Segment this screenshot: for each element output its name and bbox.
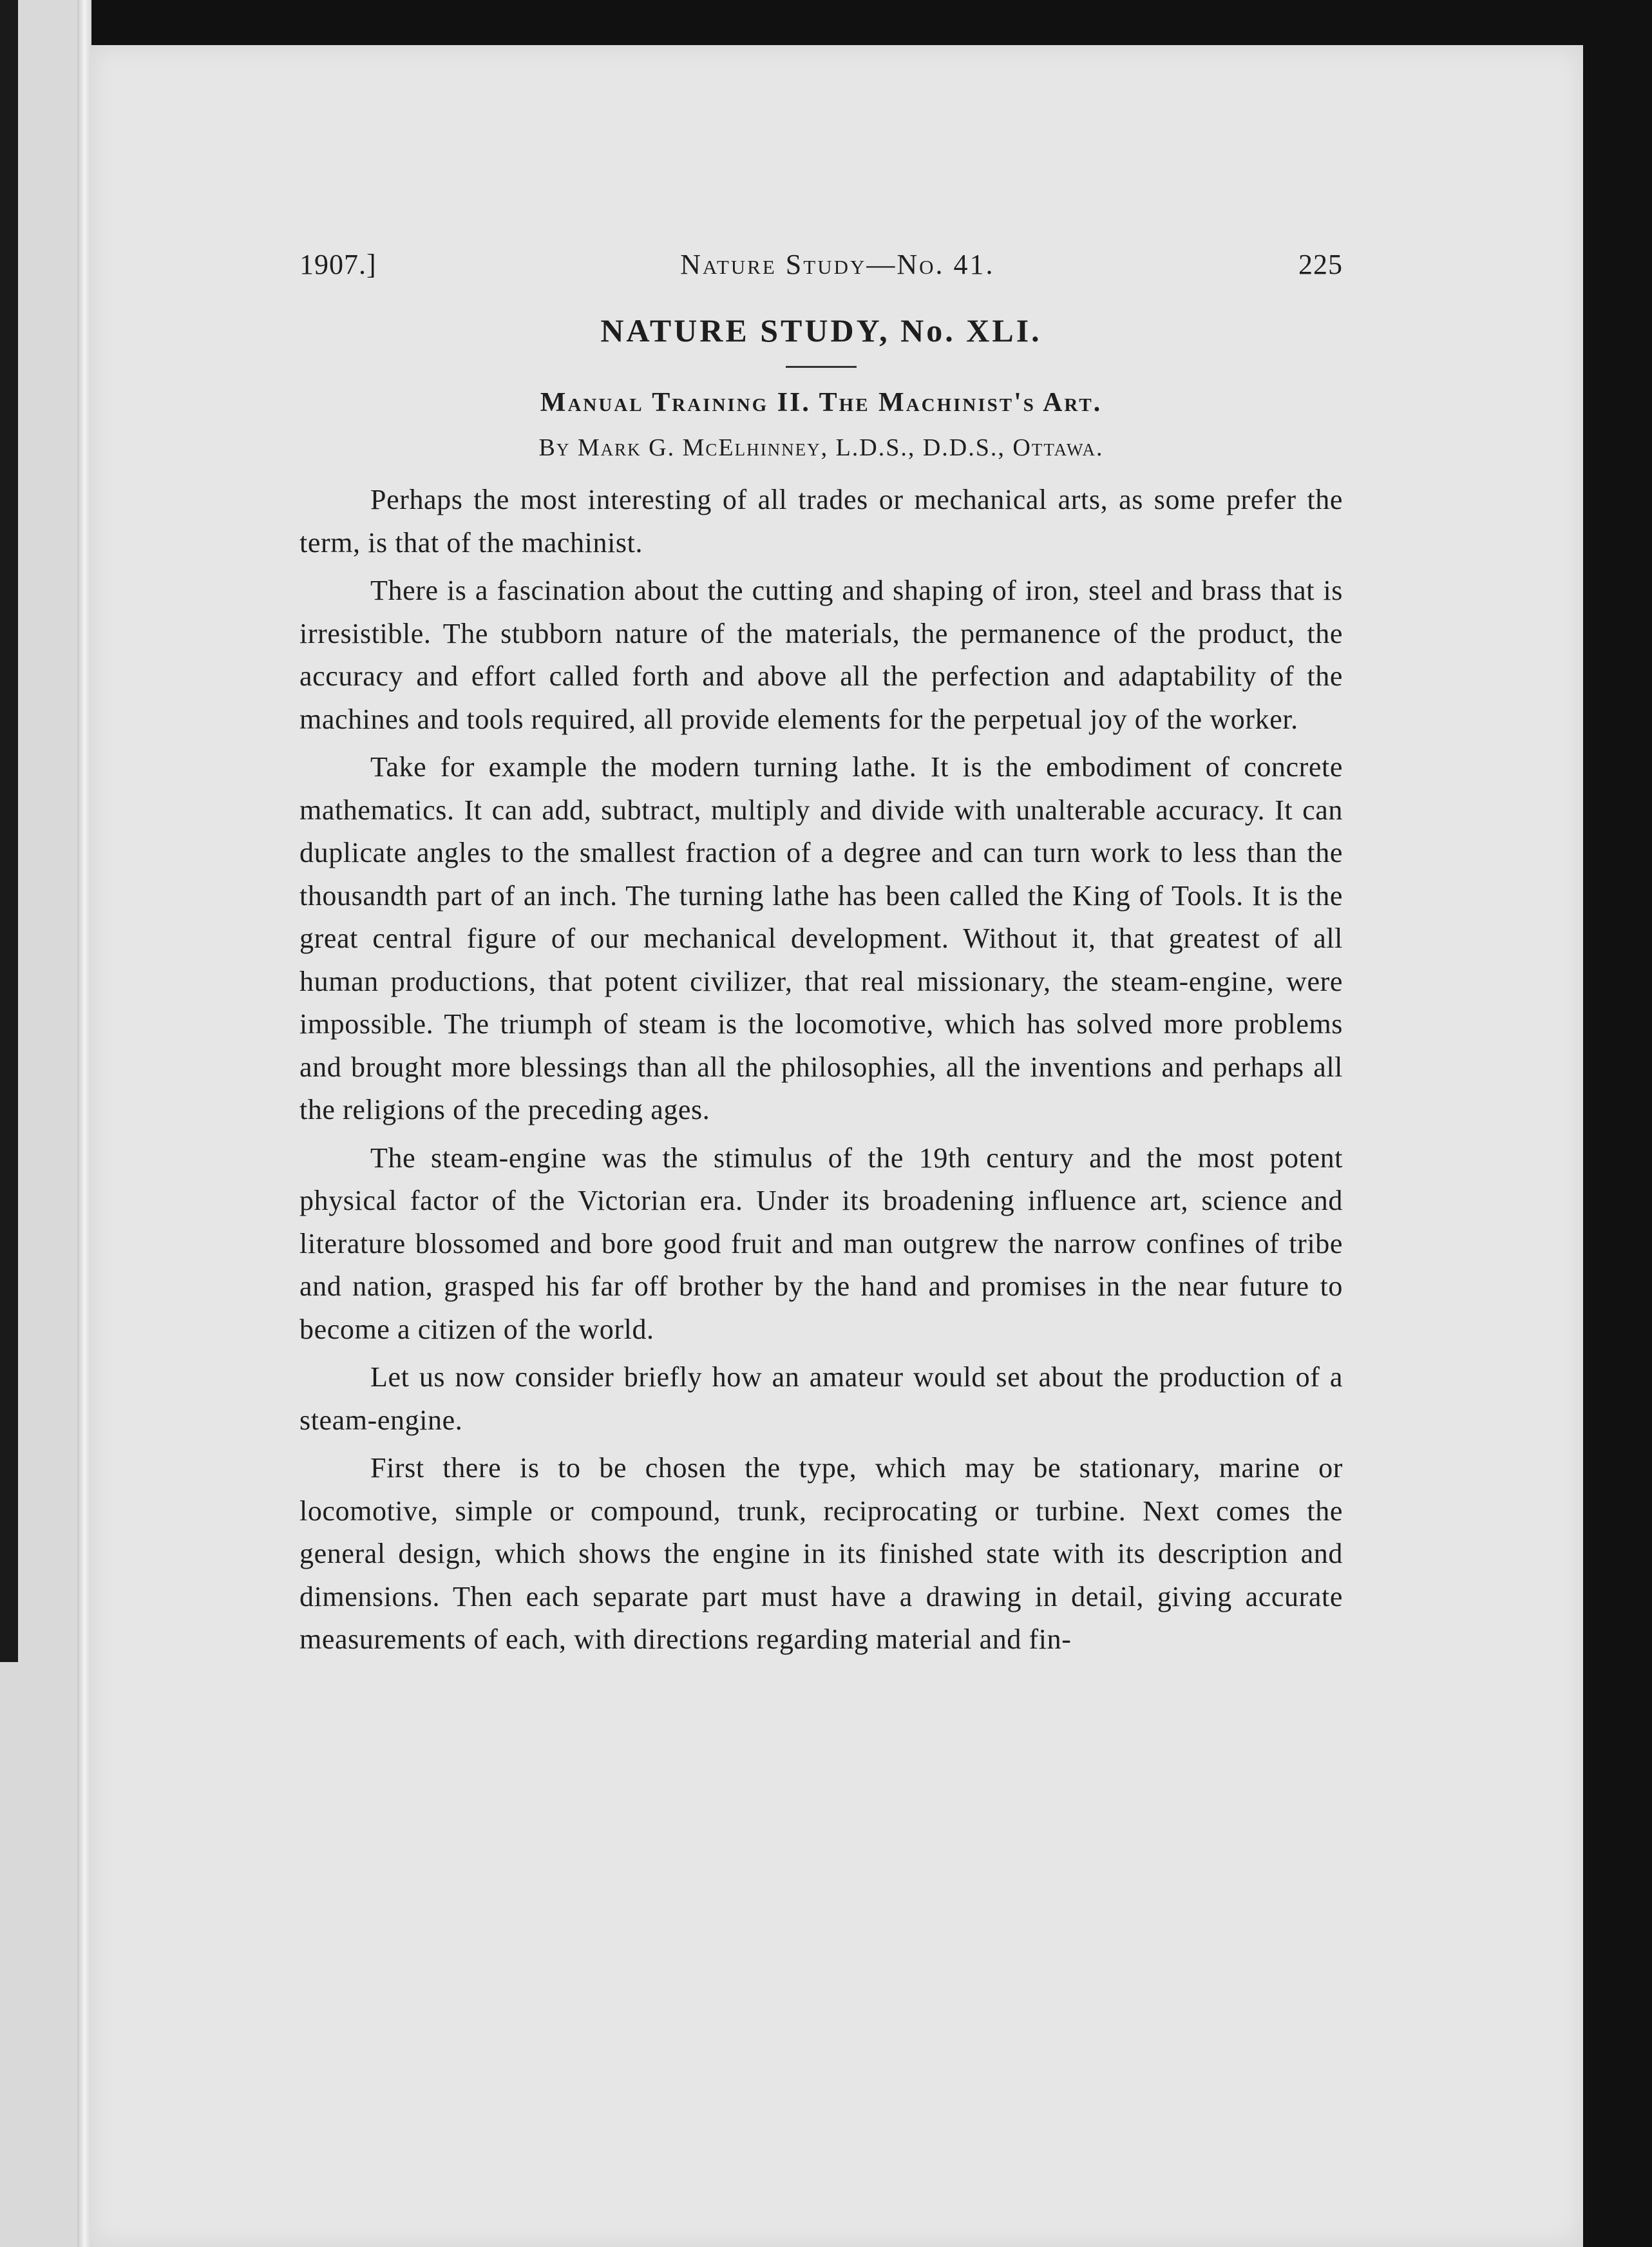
left-edge-shadow <box>0 0 18 1662</box>
paragraph: There is a fascination about the cutting and shaping of iron, steel and brass that is irresistible. The stubborn nature of the materials, the permanence of the product, the accuracy and effort called forth and above all the perfection and adaptability of the machines and tools required, all provide elements for the perpetual joy of the worker. <box>299 575 1343 735</box>
book-page <box>90 45 1583 2247</box>
article-subtitle: Manual Training II. The Machinist's Art. <box>540 388 1103 417</box>
running-head-date: 1907.] <box>299 249 377 280</box>
paragraph: Take for example the modern turning lathe. It is the embodiment of concrete mathematics. It can add, subtract, multiply and divide with unalterable accuracy. It can duplicate angles to the smallest fraction of a degree and can turn work to less than the thousandth part of an inch. The turning lathe has been called the King of Tools. It is the great central figure of our mechanical development. Without it, that greatest of all human productions, that potent civilizer, that real missionary, the steam-engine, were impossible. The triumph of steam is the locomotive, which has solved more problems and brought more blessings than all the philosophies, all the inventions and perhaps all the religions of the preceding ages. <box>299 751 1343 1125</box>
running-head-title: Nature Study—No. 41. <box>680 249 995 280</box>
page-number: 225 <box>1298 249 1343 280</box>
title-rule <box>786 366 857 368</box>
paragraph: The steam-engine was the stimulus of the 19th century and the most potent physical factor of the Victorian era. Under its broadening influence art, science and literature blossomed and bore good fruit and man outgrew the narrow confines of tribe and nation, grasped his far off brother by the hand and promises in the near future to become a citizen of the world. <box>299 1142 1343 1345</box>
running-head <box>299 248 1343 281</box>
paragraph: Let us now consider briefly how an amateur would set about the production of a steam-engine. <box>299 1361 1343 1436</box>
book-spine <box>77 0 91 2247</box>
page-content <box>299 248 1343 1667</box>
paragraph: Perhaps the most interesting of all trades or mechanical arts, as some prefer the term, is that of the machinist. <box>299 484 1343 559</box>
article-title: NATURE STUDY, No. XLI. <box>600 312 1042 349</box>
paragraph: First there is to be chosen the type, which may be stationary, marine or locomotive, simple or compound, trunk, reciprocating or turbine. Next comes the general design, which shows the engine in its finished state with its description and dimensions. Then each separate part must have a drawing in detail, giving accurate measurements of each, with directions regarding material and fin- <box>299 1452 1343 1655</box>
article-byline: By Mark G. McElhinney, L.D.S., D.D.S., Ottawa. <box>538 434 1104 461</box>
